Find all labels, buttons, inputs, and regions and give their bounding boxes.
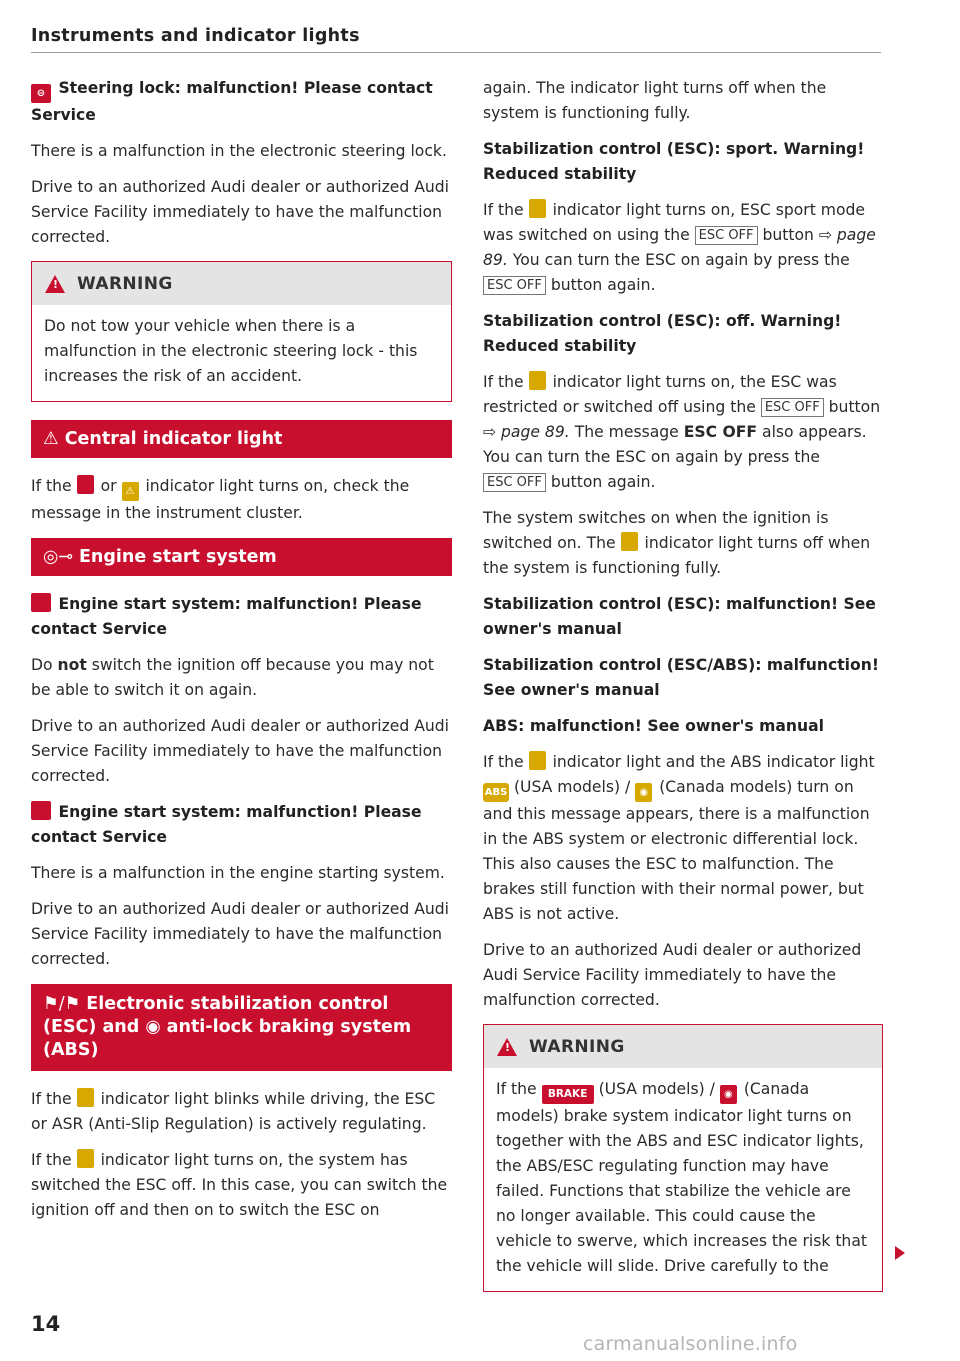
esc-continued-text: again. The indicator light turns off when the system is functioning fully. [483,79,827,122]
esc-icon [621,532,638,551]
esc-off-button: ESC OFF [695,226,758,245]
engine-start-text-3: There is a malfunction in the engine starting system. [31,864,445,882]
esc-sport-text: If the indicator light turns on, ESC sport mode was switched on using the ESC OFF button ⇨ page 89. You can turn the ESC on again by press the ESC OFF button again. [483,201,876,294]
warning-header: ! WARNING [32,262,451,305]
abs-malfunction-text: If the indicator light and the ABS indicator light ABS (USA models) / ◉ (Canada models) turn on and this message appears, there is a malfunction in the ABS system or electronic differential lock. This also causes the ESC to malfunction. The brakes still function with their normal power, but ABS is not active. [483,753,875,923]
esc-icon [529,199,546,218]
engine-start-heading-1: Engine start system: malfunction! Please contact Service [31,595,422,638]
abs-service-text: Drive to an authorized Audi dealer or authorized Audi Service Facility immediately to have the malfunction corrected. [483,941,862,1009]
esc-icon [529,751,546,770]
brake-canada-icon: ◉ [720,1085,737,1104]
steering-lock-heading: ⊖ Steering lock: malfunction! Please contact Service [31,79,433,124]
esc-icon [77,1088,94,1107]
warning-triangle-icon [497,1038,517,1056]
esc-icon: ⚑/⚑ [43,994,81,1014]
yellow-warning-icon: ⚠ [122,482,139,501]
esc-off-button: ESC OFF [483,473,546,492]
warning-triangle-icon: ⚠ [43,429,59,449]
esc-ignition-text: The system switches on when the ignition is switched on. The indicator light turns off when the system is functioning fully. [483,509,871,577]
engine-start-text-4: Drive to an authorized Audi dealer or authorized Audi Service Facility immediately to have the malfunction corrected. [31,900,450,968]
abs-icon: ◉ [145,1017,161,1037]
header-divider [31,52,881,53]
continue-arrow-icon [895,1246,905,1260]
esc-off-heading: Stabilization control (ESC): off. Warning! Reduced stability [483,312,842,355]
abs-canada-icon: ◉ [635,783,652,802]
steering-warning-text: Do not tow your vehicle when there is a malfunction in the electronic steering lock - this increases the risk of an accident. [44,317,418,385]
warning-triangle-icon [45,275,65,293]
brake-icon: BRAKE [542,1085,594,1104]
page-reference-link[interactable]: ⇨ page 89. [483,423,570,441]
page-reference-link[interactable]: ⇨ page 89. [483,226,876,269]
esc-off-button: ESC OFF [761,398,824,417]
red-indicator-icon [77,475,94,494]
central-indicator-section-title: ⚠ Central indicator light [31,420,452,458]
page-number: 14 [31,1312,61,1336]
esc-text-2: If the indicator light turns on, the system has switched the ESC off. In this case, you can switch the ignition off and then on to switch the ESC on [31,1151,448,1219]
left-column [31,76,452,1234]
esc-icon [77,1149,94,1168]
engine-start-text-1: Do not switch the ignition off because you may not be able to switch it on again. [31,656,434,699]
page-header-title: Instruments and indicator lights [31,26,360,46]
esc-off-button: ESC OFF [483,276,546,295]
engine-start-section-title: ◎⊸ Engine start system [31,538,452,576]
engine-start-icon [31,801,51,820]
steering-warning-box [31,261,452,402]
esc-abs-malfunction-heading: Stabilization control (ESC/ABS): malfunction! See owner's manual [483,656,879,699]
esc-malfunction-heading: Stabilization control (ESC): malfunction! See owner's manual [483,595,876,638]
engine-start-heading-2: Engine start system: malfunction! Please contact Service [31,803,422,846]
esc-off-text: If the indicator light turns on, the ESC was restricted or switched off using the ESC OFF button ⇨ page 89. The message ESC OFF also appears. You can turn the ESC on again by press the ESC OFF button again. [483,373,881,491]
steering-lock-text-1: There is a malfunction in the electronic steering lock. [31,142,447,160]
esc-icon [529,371,546,390]
brake-warning-text: If the BRAKE (USA models) / ◉ (Canada models) brake system indicator light turns on together with the ABS and ESC indicator lights, the ABS/ESC regulating function may have failed. Functions that stabilize the vehicle are no longer available. This could cause the vehicle to swerve, which increases the risk that the vehicle will slide. Drive carefully to the [496,1080,867,1275]
right-column [483,76,883,1292]
engine-start-icon: ◎⊸ [43,547,73,567]
steering-lock-text-2: Drive to an authorized Audi dealer or authorized Audi Service Facility immediately to have the malfunction corrected. [31,178,450,246]
esc-sport-heading: Stabilization control (ESC): sport. Warning! Reduced stability [483,140,865,183]
engine-start-text-2: Drive to an authorized Audi dealer or authorized Audi Service Facility immediately to have the malfunction corrected. [31,717,450,785]
esc-abs-section-title: ⚑/⚑ Electronic stabilization control (ESC) and ◉ anti-lock braking system (ABS) [31,984,452,1071]
brake-warning-box [483,1024,883,1292]
warning-header: ! WARNING [484,1025,882,1068]
abs-malfunction-heading: ABS: malfunction! See owner's manual [483,717,824,735]
steering-lock-icon: ⊖ [31,84,51,103]
esc-text-1: If the indicator light blinks while driving, the ESC or ASR (Anti-Slip Regulation) is actively regulating. [31,1090,436,1133]
abs-icon: ABS [483,783,509,802]
watermark: carmanualsonline.info [583,1333,798,1355]
central-indicator-text: If the or ⚠ indicator light turns on, check the message in the instrument cluster. [31,477,410,522]
engine-start-icon [31,593,51,612]
